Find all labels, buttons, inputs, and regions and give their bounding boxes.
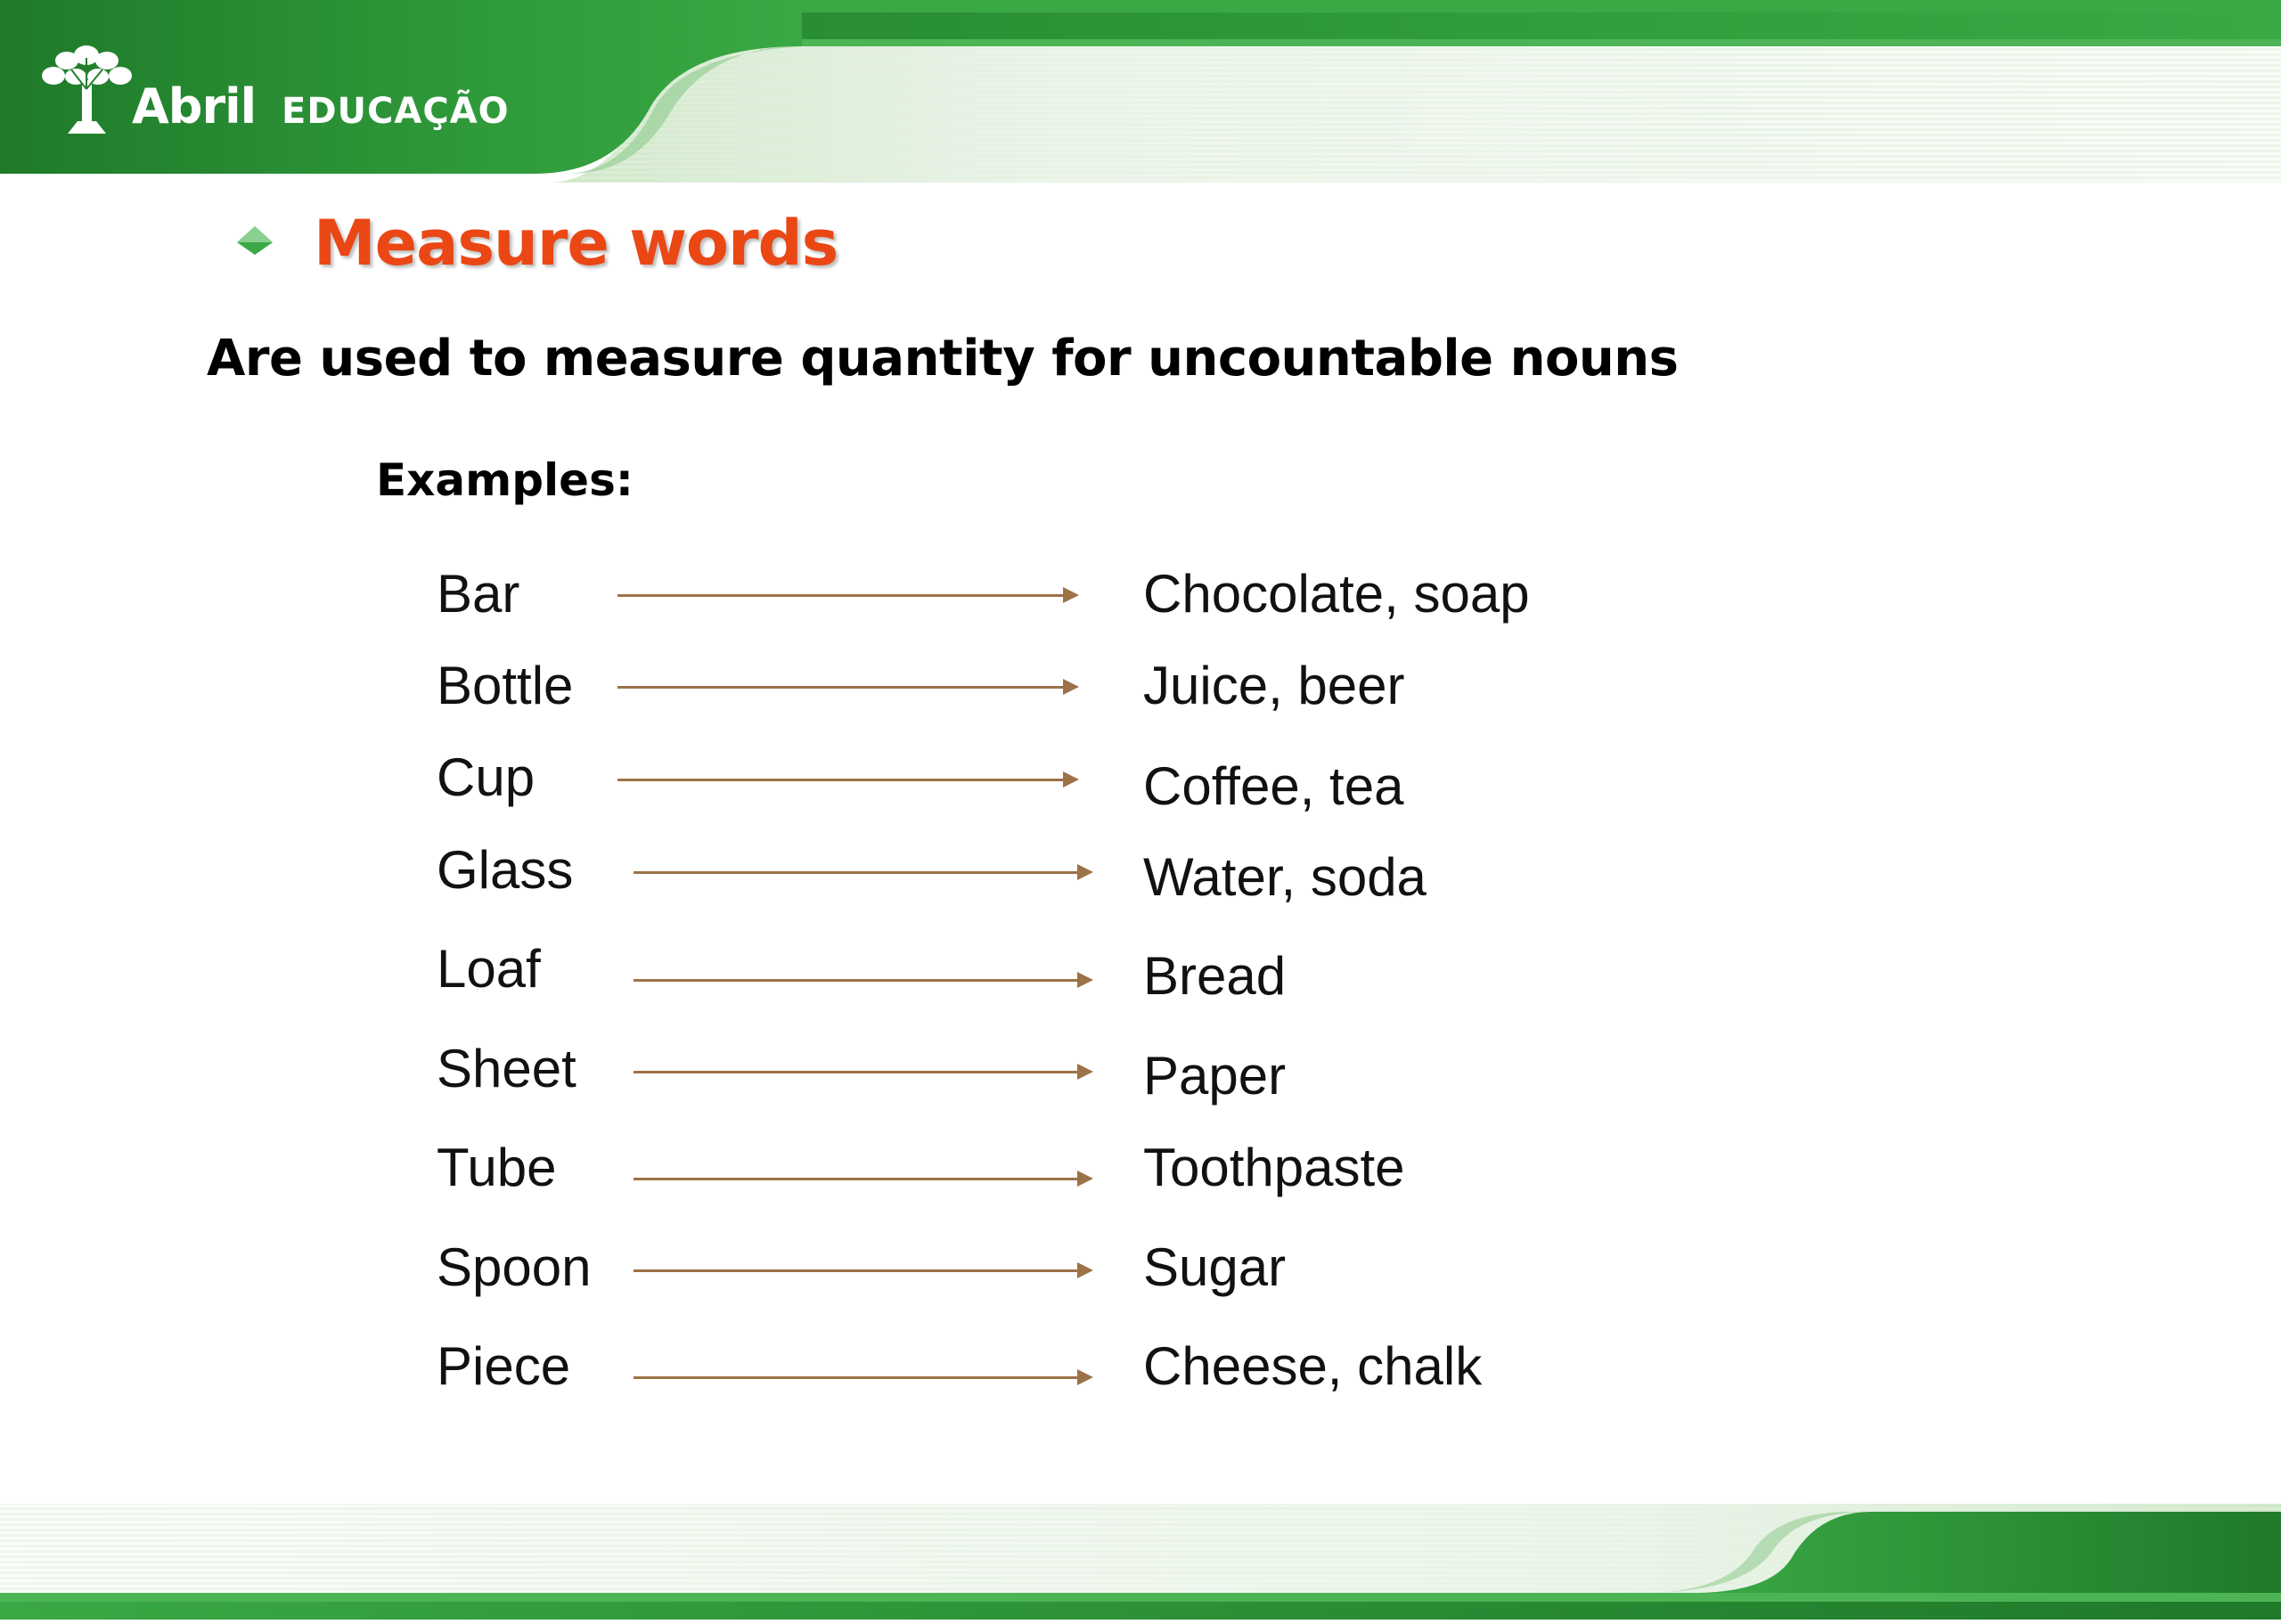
noun-examples: Bread xyxy=(1143,946,1287,1006)
measure-word: Sheet xyxy=(437,1039,576,1098)
example-row xyxy=(0,1132,2281,1204)
logo-subtitle: EDUCAÇÃO xyxy=(282,91,510,132)
measure-word: Glass xyxy=(437,840,574,900)
slide-footer xyxy=(0,1497,2281,1620)
slide-subtitle: Are used to measure quantity for uncountable nouns xyxy=(207,330,1679,388)
noun-examples: Juice, beer xyxy=(1143,656,1405,715)
example-row xyxy=(0,934,2281,1005)
example-row xyxy=(0,1331,2281,1402)
examples-label: Examples: xyxy=(376,454,634,506)
right-arrow-icon xyxy=(634,1168,1093,1189)
example-row xyxy=(0,835,2281,906)
footer-banner xyxy=(0,1497,2281,1620)
measure-word: Bottle xyxy=(437,656,574,715)
right-arrow-icon xyxy=(634,861,1093,883)
right-arrow-icon xyxy=(617,584,1079,606)
measure-word: Piece xyxy=(437,1336,571,1396)
measure-word: Cup xyxy=(437,747,536,807)
logo-name: Abril xyxy=(132,78,257,135)
noun-examples: Toothpaste xyxy=(1143,1138,1405,1197)
measure-word: Bar xyxy=(437,564,520,624)
noun-examples: Coffee, tea xyxy=(1143,756,1404,816)
example-row xyxy=(0,1033,2281,1105)
example-row xyxy=(0,650,2281,722)
right-arrow-icon xyxy=(617,769,1079,790)
right-arrow-icon xyxy=(634,969,1093,991)
noun-examples: Chocolate, soap xyxy=(1143,564,1530,624)
right-arrow-icon xyxy=(634,1260,1093,1281)
noun-examples: Sugar xyxy=(1143,1237,1287,1297)
noun-examples: Paper xyxy=(1143,1046,1287,1106)
right-arrow-icon xyxy=(634,1367,1093,1388)
example-row xyxy=(0,1232,2281,1303)
noun-examples: Cheese, chalk xyxy=(1143,1336,1483,1396)
example-row xyxy=(0,742,2281,816)
noun-examples: Water, soda xyxy=(1143,847,1427,907)
slide-title: Measure words xyxy=(314,207,838,280)
right-arrow-icon xyxy=(617,676,1079,698)
slide-header xyxy=(0,0,2281,187)
diamond-bullet-icon xyxy=(233,221,276,264)
right-arrow-icon xyxy=(634,1061,1093,1082)
measure-word: Loaf xyxy=(437,939,541,999)
tree-logo-icon xyxy=(36,36,138,138)
measure-word: Tube xyxy=(437,1138,557,1197)
measure-word: Spoon xyxy=(437,1237,592,1297)
example-row xyxy=(0,559,2281,630)
